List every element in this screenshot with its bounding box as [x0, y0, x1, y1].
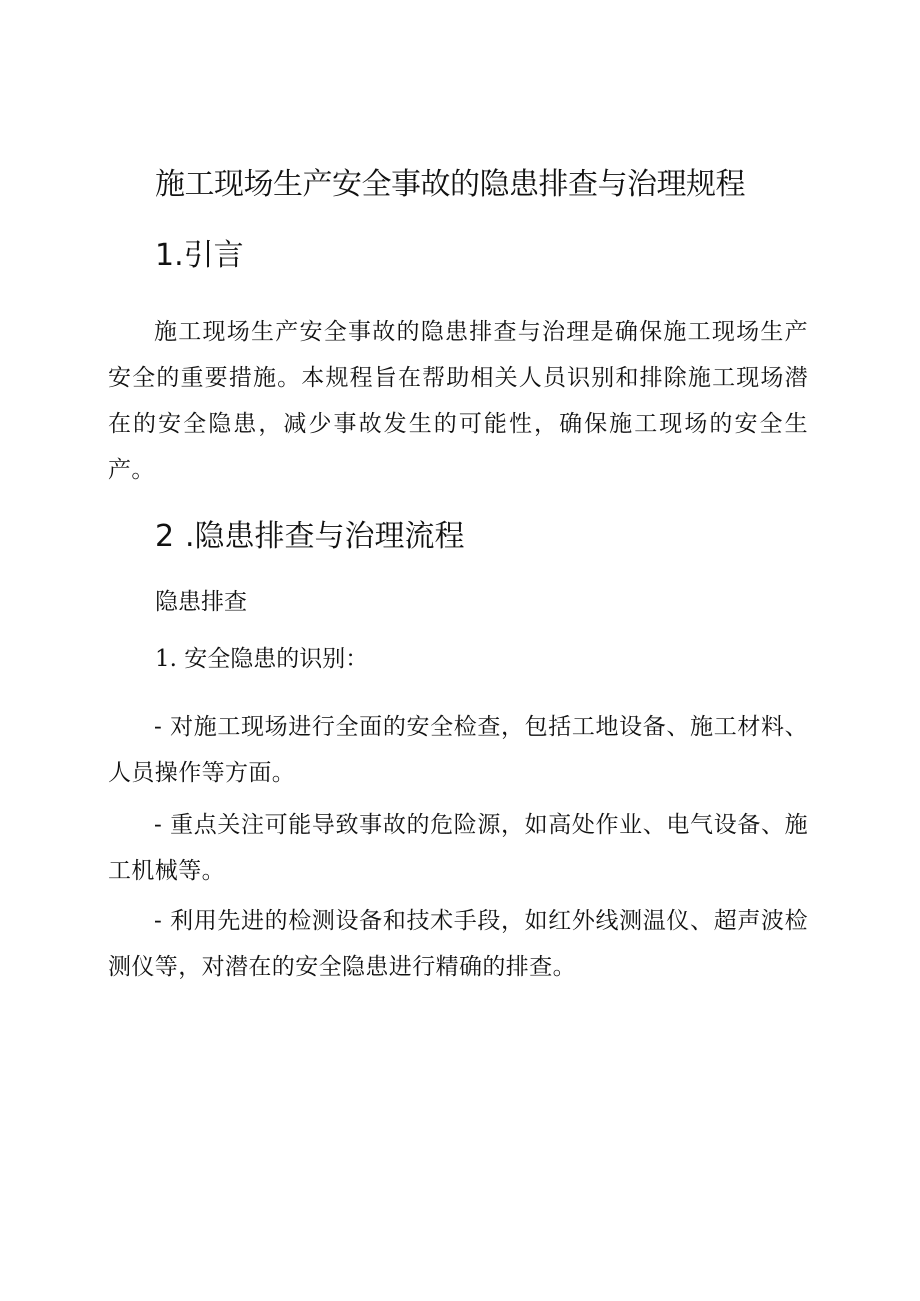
section-heading-number: 2 — [155, 519, 175, 554]
numbered-item-title: 1. 安全隐患的识别： — [155, 646, 369, 672]
section-heading-intro: 1.引言 — [155, 238, 244, 273]
bullet-item: - 重点关注可能导致事故的危险源，如高处作业、电气设备、施工机械等。 — [108, 812, 808, 884]
bullet-item: - 对施工现场进行全面的安全检查，包括工地设备、施工材料、人员操作等方面。 — [108, 714, 808, 786]
intro-paragraph: 施工现场生产安全事故的隐患排查与治理是确保施工现场生产安全的重要措施。本规程旨在帮助相关人员识别和排除施工现场潜在的安全隐患，减少事故发生的可能性，确保施工现场的安全生产。 — [108, 319, 808, 483]
bullet-item: - 利用先进的检测设备和技术手段，如红外线测温仪、超声波检测仪等，对潜在的安全隐患进行精确的排查。 — [108, 908, 808, 980]
section-heading-text: .隐患排查与治理流程 — [185, 519, 465, 554]
section-heading-process — [155, 515, 465, 559]
subsection-heading: 隐患排查 — [155, 589, 247, 615]
document-title: 施工现场生产安全事故的隐患排查与治理规程 — [155, 167, 745, 202]
